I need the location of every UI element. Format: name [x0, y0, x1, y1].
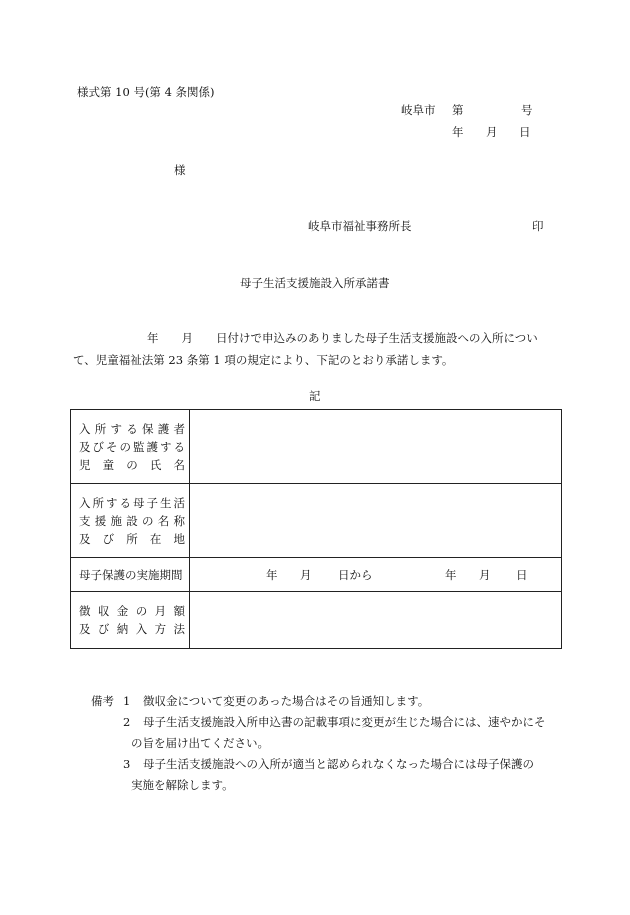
document-number-suffix: 号 [521, 103, 533, 117]
recipient-honorific: 様 [174, 163, 186, 177]
city-label: 岐阜市 [401, 103, 436, 117]
facility-label-line-1: 入所する母子生活 [79, 495, 185, 510]
period-to-month: 月 [479, 568, 491, 582]
issuer-name: 岐阜市福祉事務所長 [308, 219, 412, 233]
period-from-year: 年 [266, 568, 278, 582]
note-item-1 [91, 691, 561, 712]
body-line-1: 年 月 日付けで申込みのありました母子生活支援施設への入所につい [147, 331, 538, 345]
period-label: 母子保護の実施期間 [79, 567, 183, 582]
fee-label-line-2: 及び納入方法 [79, 622, 185, 636]
table-row-guardian [71, 410, 562, 484]
guardian-label-line-2: 及びその監護する [79, 439, 185, 454]
facility-label-line-3: 及び所在地 [79, 531, 185, 546]
seal-mark: 印 [532, 219, 544, 233]
fee-value-cell[interactable] [190, 592, 562, 649]
document-title: 母子生活支援施設入所承諾書 [240, 276, 390, 290]
date-day-label: 日 [519, 125, 531, 139]
notes-label: 備考 [91, 694, 114, 708]
fee-label-line-1: 徴収金の月額 [79, 604, 185, 618]
notes-section [91, 691, 561, 796]
note-text-line: 母子生活支援施設入所申込書の記載事項に変更が生じた場合には、速やかにそ [143, 715, 546, 729]
note-text-line: 母子生活支援施設への入所が適当と認められなくなった場合には母子保護の [143, 757, 534, 771]
date-month-label: 月 [486, 125, 498, 139]
body-text [73, 327, 561, 371]
document-number-prefix: 第 [452, 103, 464, 117]
guardian-label-cell [71, 410, 190, 484]
note-number: 3 [123, 757, 131, 771]
note-number: 2 [123, 715, 131, 729]
note-item-3 [91, 754, 561, 796]
period-to-year: 年 [445, 568, 457, 582]
period-to-day: 日 [516, 568, 528, 582]
table-row-fee [71, 592, 562, 649]
facility-label-line-2: 支援施設の名称 [79, 513, 185, 528]
note-text-line: の旨を届け出てください。 [131, 736, 269, 750]
period-from-day: 日から [338, 568, 373, 582]
period-value-cell[interactable] [190, 558, 562, 592]
note-item-2 [91, 712, 561, 754]
date-year-label: 年 [452, 125, 464, 139]
table-row-period [71, 558, 562, 592]
info-table [70, 409, 562, 649]
table-row-facility [71, 484, 562, 558]
note-text-line: 徴収金について変更のあった場合はその旨通知します。 [143, 694, 430, 708]
guardian-value-cell[interactable] [190, 410, 562, 484]
guardian-label-line-3: 児童の氏名 [79, 457, 185, 472]
facility-value-cell[interactable] [190, 484, 562, 558]
body-line-2: て、児童福祉法第 23 条第 1 項の規定により、下記のとおり承諾します。 [73, 353, 454, 367]
form-number: 様式第 10 号(第 4 条関係) [77, 85, 215, 99]
facility-label-cell [71, 484, 190, 558]
guardian-label-line-1: 入所する保護者 [79, 421, 185, 436]
fee-label-cell [71, 592, 190, 649]
period-label-cell [71, 558, 190, 592]
note-number: 1 [123, 694, 131, 708]
period-from-month: 月 [300, 568, 312, 582]
note-text-line: 実施を解除します。 [131, 778, 234, 792]
ki-heading: 記 [309, 389, 321, 403]
